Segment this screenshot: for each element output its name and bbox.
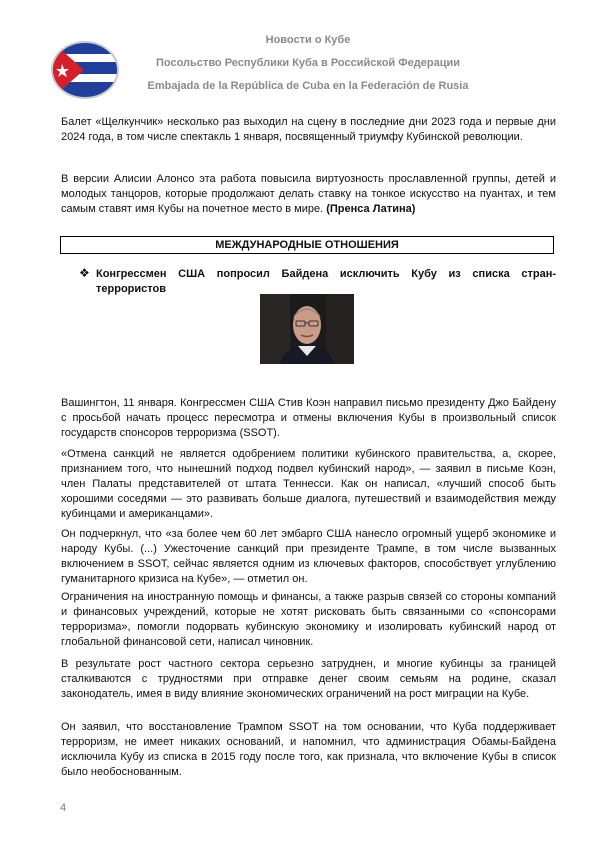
diamond-bullet-icon: ❖: [79, 266, 90, 280]
article-paragraph-1: Вашингтон, 11 января. Конгрессмен США Стив Коэн направил письмо президенту Джо Байдену с просьбой начать процесс пересмотра и отмены включения Кубы в произвольный список государств спонсоров терроризма (SSOT).: [61, 397, 556, 439]
page-number: 4: [60, 802, 67, 814]
article-photo: [260, 294, 354, 364]
header-title: Новости о Кубе: [265, 34, 351, 46]
intro-paragraph-1: Балет «Щелкунчик» несколько раз выходил на сцену в последние дни 2023 года и первые дни 2024 года, в том числе спектакль 1 января, посвященный триумфу Кубинской революции.: [61, 116, 556, 143]
section-title: МЕЖДУНАРОДНЫЕ ОТНОШЕНИЯ: [215, 239, 399, 251]
intro-paragraph-2: [61, 172, 556, 217]
article-paragraph-3: Он подчеркнул, что «за более чем 60 лет эмбарго США нанесло огромный ущерб экономике и народу Кубы. (...) Ужесточение санкций при президенте Трампе, в том числе вызванных включением в SSOT, сейчас является одним из ключевых факторов, способствует углублению гуманитарного кризиса на Кубе», — отметил он.: [61, 528, 556, 585]
article-headline: Конгрессмен США попросил Байдена исключить Кубу из списка стран-террористов: [96, 268, 556, 295]
article-paragraph-5: В результате рост частного сектора серьезно затруднен, и многие кубинцы за границей сталкиваются с трудностями при отправке денег своим семьям на родине, сказал законодатель, имея в виду влияние экономических ограничений на рост миграции на Кубе.: [61, 658, 556, 700]
intro-paragraph-2-text: В версии Алисии Алонсо эта работа повысила виртуозность прославленной группы, детей и молодых танцоров, которые продолжают делать ставку на тонкое искусство на пуантах, и тем самым ставят имя Кубы на почетное место в мире.: [61, 173, 556, 215]
article-paragraph-6: Он заявил, что восстановление Трампом SSOT на том основании, что Куба поддерживает терроризм, не имеет никаких оснований, и напомнил, что администрация Обамы-Байдена исключила Кубу из списка в 2015 году после того, как признала, что включение Кубы в список было необоснованным.: [61, 721, 556, 778]
article-paragraph-4: Ограничения на иностранную помощь и финансы, а также разрыв связей со стороны компаний и финансовых учреждений, которые не хотят рисковать быть связанными со «спонсорами терроризма», помогли подорвать кубинскую экономику и изолировать кубинский народ от глобальной финансовой сети, написал чиновник.: [61, 591, 556, 648]
header-embassy-ru: Посольство Республики Куба в Российской Федерации: [156, 57, 460, 69]
article-paragraph-2: «Отмена санкций не является одобрением политики кубинского правительства, а, скорее, признанием того, что нынешний подход подвел кубинский народ», — заявил в письме Коэн, член Палаты представителей от штата Теннесси. Как он написал, «лучший способ быть хорошими соседями — это развивать больше диалога, путешествий и взаимодействия между кубинцами и американцами».: [61, 448, 556, 520]
intro-source: (Пренса Латина): [326, 203, 416, 215]
header-embassy-es: Embajada de la República de Cuba en la Federación de Rusia: [147, 80, 469, 92]
section-title-box: [60, 236, 554, 254]
